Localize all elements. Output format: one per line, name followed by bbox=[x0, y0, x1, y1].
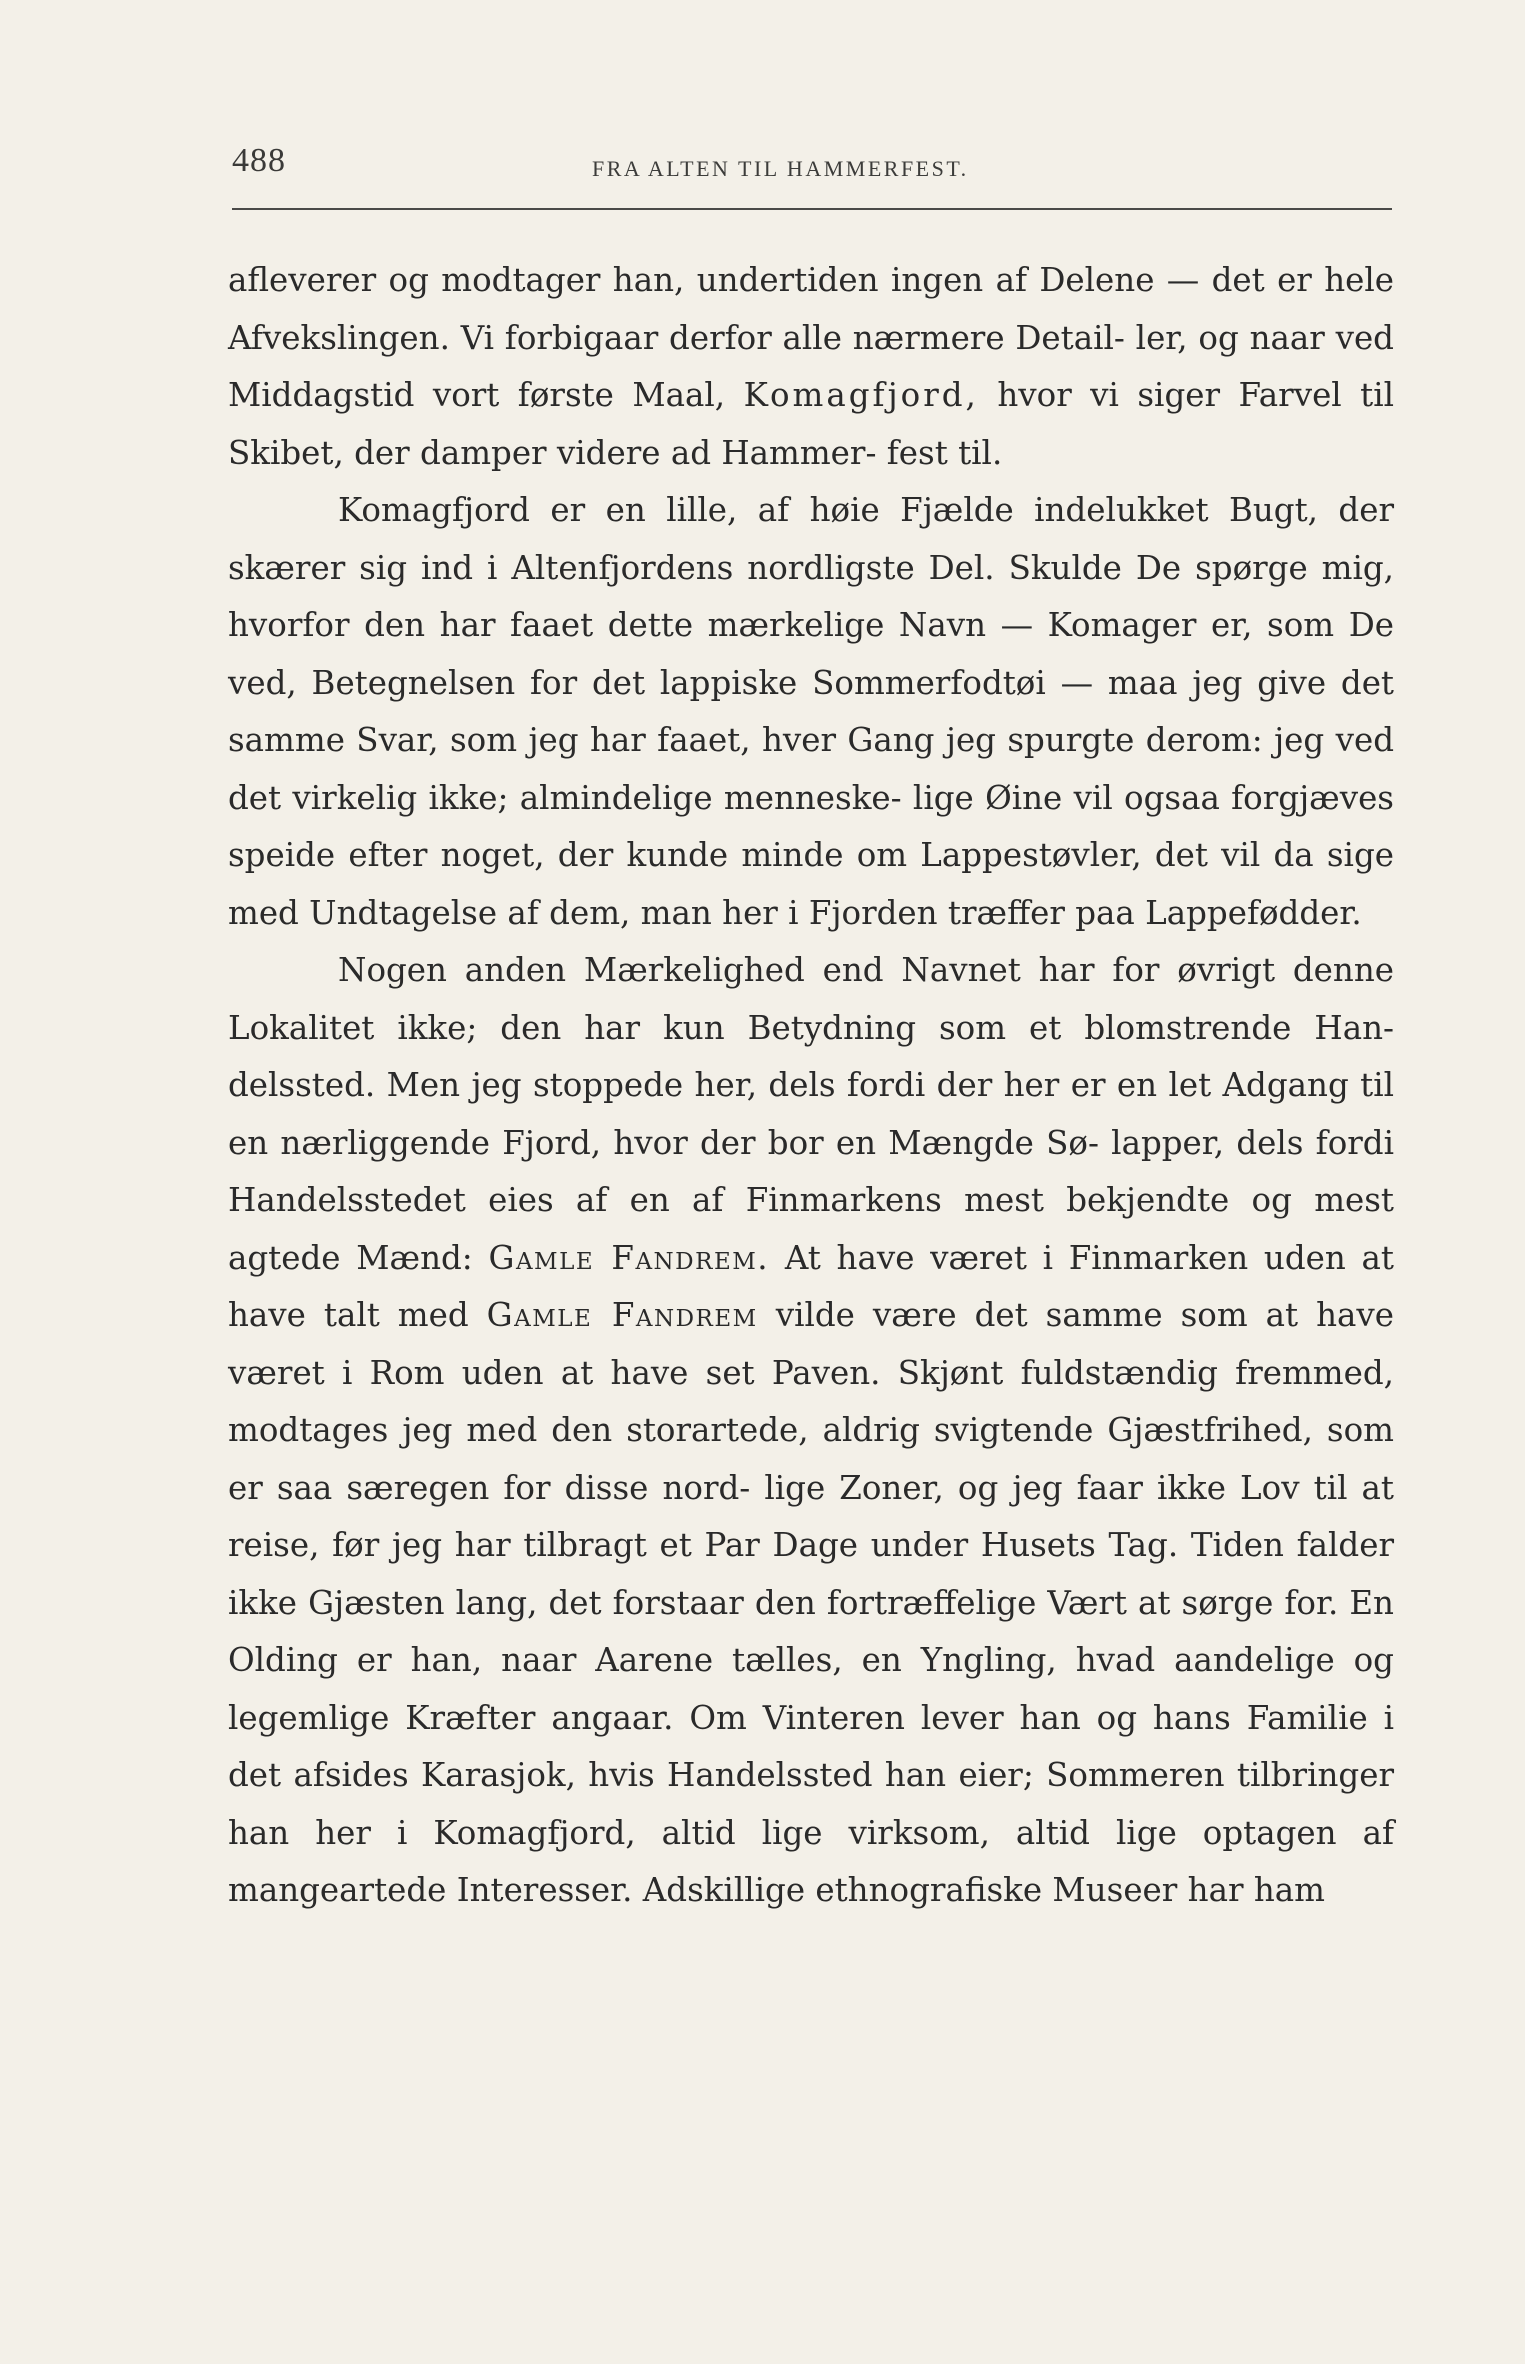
paragraph-1-text-a: afleverer og modtager han, undertiden ingen af Delene — det er hele Afvekslingen. Vi forbigaar derfor alle nærmere Detail- ler, og naar ved Middagstid vort første Maal, bbox=[228, 261, 1394, 414]
place-name-spaced: Komagfjord, bbox=[743, 376, 979, 414]
paragraph-3-text-b: At have været i Finmarken uden at have talt med bbox=[228, 1238, 1394, 1334]
body-text bbox=[228, 252, 1394, 1920]
running-head: FRA ALTEN TIL HAMMERFEST. bbox=[592, 156, 969, 181]
small-caps-name-2: Gamle Fandrem bbox=[486, 1296, 758, 1334]
paragraph-1 bbox=[228, 252, 1394, 482]
paragraph-2: Komagfjord er en lille, af høie Fjælde indelukket Bugt, der skærer sig ind i Altenfjordens nordligste Del. Skulde De spørge mig, hvorfor den har faaet dette mærkelige Navn — Komager er, som De ved, Betegnelsen for det lappiske Sommerfodtøi — maa jeg give det samme Svar, som jeg har faaet, hver Gang jeg spurgte derom: jeg ved det virkelig ikke; almindelige menneske- lige Øine vil ogsaa forgjæves speide efter noget, der kunde minde om Lappestøvler, det vil da sige med Undtagelse af dem, man her i Fjorden træffer paa Lappefødder. bbox=[228, 491, 1394, 932]
small-caps-name-1: Gamle Fandrem. bbox=[488, 1238, 770, 1277]
paragraph-3-text-c: vilde være det samme som at have været i Rom uden at have set Paven. Skjønt fuldstændig fremmed, modtages jeg med den storartede, aldrig svigtende Gjæstfrihed, som er saa særegen for disse nord- lige Zoner, og jeg faar ikke Lov til at reise, før jeg har tilbragt et Par Dage under Husets Tag. Tiden falder ikke Gjæsten lang, det forstaar den fortræffelige Vært at sørge for. En Olding er han, naar Aarene tælles, en Yngling, hvad aandelige og legemlige Kræfter angaar. Om Vinteren lever han og hans Familie i det afsides Karasjok, hvis Handelssted han eier; Sommeren tilbringer han her i Komagfjord, altid lige virksom, altid lige optagen af mangeartede Interesser. Adskillige ethnografiske Museer har ham bbox=[228, 1296, 1394, 1909]
paragraph-3 bbox=[228, 942, 1394, 1920]
header-rule bbox=[232, 208, 1392, 210]
page-header bbox=[232, 142, 1392, 202]
page-number: 488 bbox=[232, 142, 286, 179]
paragraph-1-text-b: hvor vi siger Farvel til Skibet, der damper videre ad Hammer- fest til. bbox=[228, 376, 1394, 472]
paragraph-3-text-a: Nogen anden Mærkelighed end Navnet har for øvrigt denne Lokalitet ikke; den har kun Betydning som et blomstrende Han- delssted. Men jeg stoppede her, dels fordi der her er en let Adgang til en nærliggende Fjord, hvor der bor en Mængde Sø- lapper, dels fordi Handelsstedet eies af en af Finmarkens mest bekjendte og mest agtede Mænd: bbox=[228, 951, 1394, 1277]
